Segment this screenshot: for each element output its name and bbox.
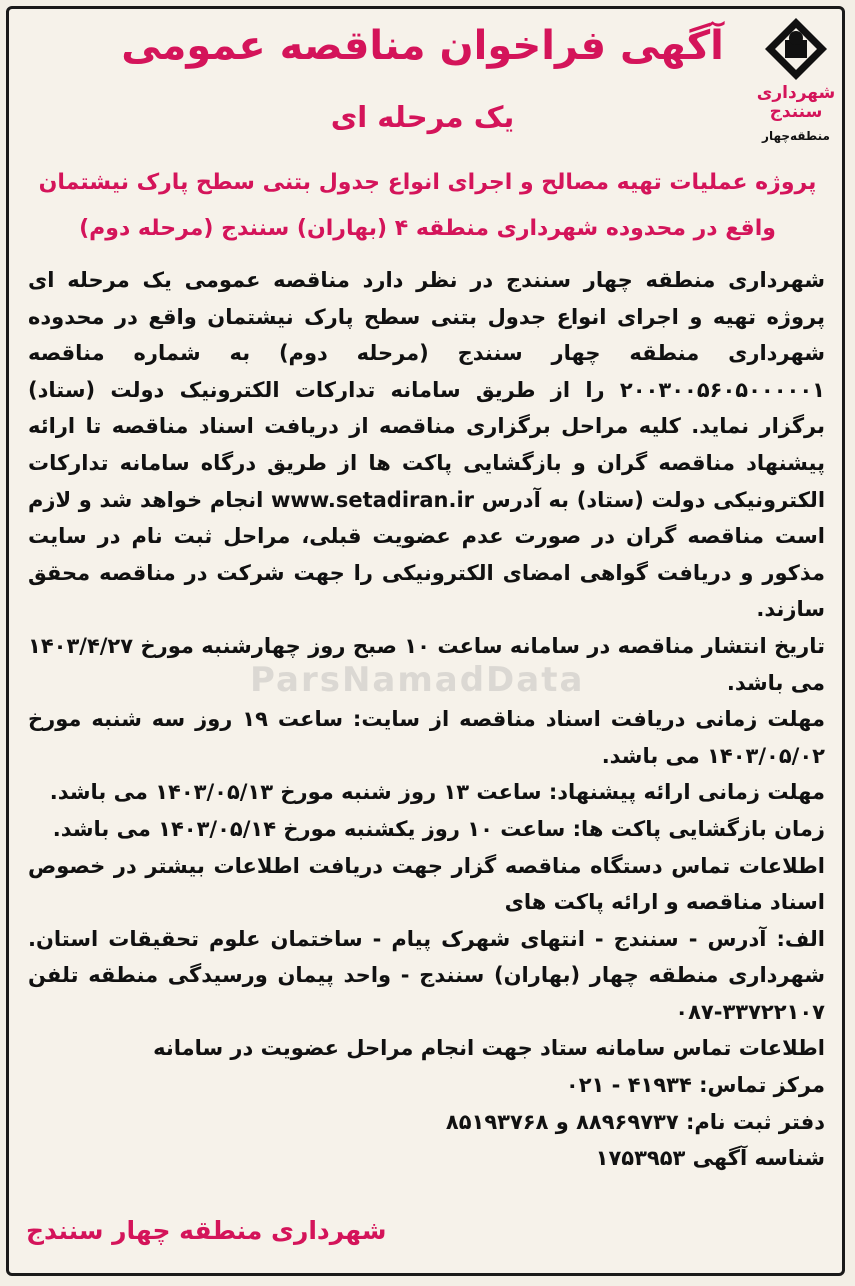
registry-office: دفتر ثبت نام: ۸۸۹۶۹۷۳۷ و ۸۵۱۹۳۷۶۸: [445, 1109, 825, 1134]
watermark: ParsNamadData: [250, 660, 585, 700]
setad-contact: اطلاعات تماس سامانه ستاد جهت انجام مراحل عضویت در سامانه: [153, 1036, 825, 1061]
project-line-2: واقع در محدوده شهرداری منطقه ۴ (بهاران) سنندج (مرحله دوم): [79, 216, 776, 241]
notice-body: [28, 262, 825, 1177]
emblem-icon: [763, 16, 829, 82]
ad-id: شناسه آگهی ۱۷۵۳۹۵۳: [595, 1146, 825, 1171]
intro-text: شهرداری منطقه چهار سنندج در نظر دارد مناقصه عمومی یک مرحله ای پروژه تهیه و اجرای انواع جدول بتنی سطح پارک نیشتمان واقع در محدوده شهرداری منطقه چهار سنندج (مرحله دوم) به شماره مناقصه ۲۰۰۳۰۰۵۶۰۵۰۰۰۰۰۱ را از طریق سامانه تدارکات الکترونیک دولت (ستاد) برگزار نماید. کلیه مراحل برگزاری مناقصه از دریافت اسناد مناقصه تا ارائه پیشنهاد مناقصه گران و بازگشایی پاکت ها از طریق درگاه سامانه تدارکات الکترونیکی دولت (ستاد) به آدرس: [28, 268, 826, 512]
logo-city-text: شهرداری سنندج: [756, 83, 836, 122]
docs-deadline: مهلت زمانی دریافت اسناد مناقصه از سایت: ساعت ۱۹ روز سه شنبه مورخ ۱۴۰۳/۰۵/۰۲ می باشد.: [28, 707, 825, 768]
notice-subtitle: یک مرحله ای: [330, 100, 515, 134]
municipality-logo: [751, 16, 841, 156]
project-heading: [30, 160, 825, 252]
intro-end-text: انجام خواهد شد و لازم است مناقصه گران در صورت عدم عضویت قبلی، مراحل ثبت نام در سایت مذکور و دریافت گواهی امضای الکترونیکی را جهت شرکت در مناقصه محقق سازند.: [28, 487, 825, 622]
setad-url-link[interactable]: www.setadiran.ir: [271, 487, 475, 512]
publish-date: تاریخ انتشار مناقصه در سامانه ساعت ۱۰ صبح روز چهارشنبه مورخ ۱۴۰۳/۴/۲۷ می باشد.: [28, 633, 825, 695]
contact-intro: اطلاعات تماس دستگاه مناقصه گزار جهت دریافت اطلاعات بیشتر در خصوص اسناد مناقصه و ارائه پاکت های: [28, 853, 825, 915]
opening-time: زمان بازگشایی پاکت ها: ساعت ۱۰ روز یکشنبه مورخ ۱۴۰۳/۰۵/۱۴ می باشد.: [52, 816, 825, 841]
notice-title: آگهی فراخوان مناقصه عمومی: [121, 23, 724, 69]
project-line-1: پروژه عملیات تهیه مصالح و اجرای انواع جدول بتنی سطح پارک نیشتمان: [38, 170, 817, 195]
footer-signature: شهرداری منطقه چهار سنندج: [26, 1216, 387, 1245]
call-center: مرکز تماس: ۴۱۹۳۴ - ۰۲۱: [565, 1073, 825, 1098]
address: الف: آدرس - سنندج - انتهای شهرک پیام - ساختمان علوم تحقیقات استان. شهرداری منطقه چهار (بهاران) سنندج - واحد پیمان ورسیدگی منطقه تلفن ۳۳۷۲۲۱۰۷-۰۸۷: [28, 926, 825, 1024]
intro-paragraph: [28, 262, 825, 628]
offer-deadline: مهلت زمانی ارائه پیشنهاد: ساعت ۱۳ روز شنبه مورخ ۱۴۰۳/۰۵/۱۳ می باشد.: [49, 780, 825, 805]
logo-region-text: منطقه‌چهار: [762, 129, 830, 144]
